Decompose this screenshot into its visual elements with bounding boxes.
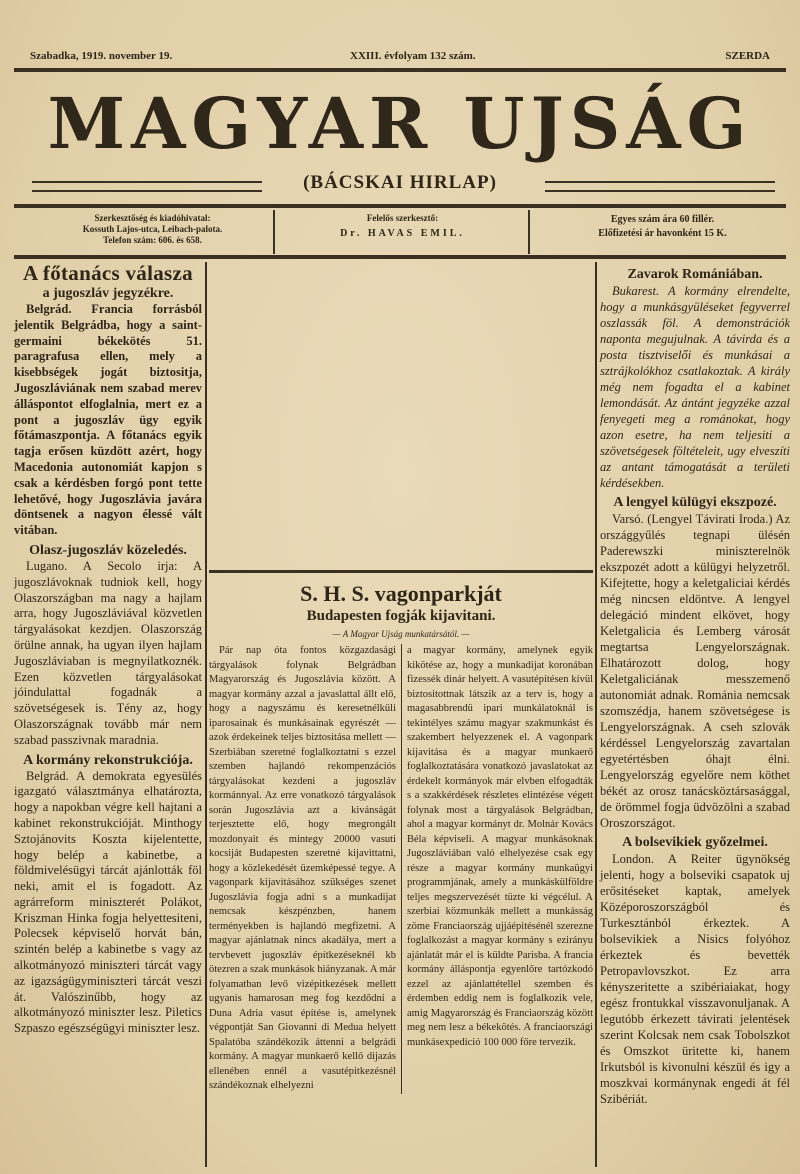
article-title: A bolsevikiek győzelmei.: [622, 835, 768, 850]
editor-info: [280, 213, 525, 239]
article-title: S. H. S. vagonparkját: [300, 581, 502, 606]
newspaper-subtitle: (BÁCSKAI HIRLAP): [303, 172, 497, 193]
ornament-rule: [545, 181, 775, 192]
article-title: A főtanács válasza: [23, 261, 193, 285]
left-column: [14, 262, 202, 1037]
article-body: Lugano. A Secolo irja: A jugoszlávoknak tudniok kell, hogy Olaszországban ma nagy a hajlam arra, hogy Jugoszláviával közvetlen tárgyalásokat kezdjen. Olaszország örülne annak, ha ugyan ilyen hajlam Jugoszláviaban is megnyilatkoznék. Ezen közvetlen tárgyalásokat jóindulattal fogadnák a szövetségesek is. Tény az, hogy Olaszországnak tovább már nem szabad passzivnak maradnia.: [14, 558, 202, 747]
price-info: [540, 213, 785, 241]
column-rule: [595, 262, 597, 1167]
subscription-price: Előfizetési ár havonként 15 K.: [598, 228, 727, 239]
dateline: [30, 50, 770, 66]
divider: [14, 255, 786, 259]
editor-label: Felelős szerkesztő:: [366, 213, 439, 223]
article-title: A kormány rekonstrukciója.: [23, 752, 193, 768]
article-body: Pár nap óta fontos közgazdasági tárgyalások folynak Belgrádban Magyarország és Jugoszlávia között. A magyar kormány azzal a javaslattal állt elő, hogy a nagyszámu és keresetnélküli iparosainak és munkásainak egyrészét — azok érdekeinek teljes biztositása mellett — Szerbiában szeretné foglalkoztatni s ezzel szemben hajlandó rekompenzációs tárgyalásokat kezdeni a jugoszláv kormánnyal. Az erre vonatkozó tárgyalások során Jugoszlávia azt a kivánságát terjesztette elő, hogy megrongált mozdonyait és mintegy 20000 vasuti kocsiját Budapesten szeretné kijavittatni, hogy a közlekedését üzemképessé tegye. A vagonpark kijavitásához szükséges szenet Jugoszlávia fogja adni s a munkadijat nemcsak készpénzben, hanem terményekben is hajlandó megfizetni. A magyar ajánlatnak nincs akadálya, mert a tervbevett jugoszláv építkezéseknél kb ötezren a szak munkások hiányzanak. A már folyamatban levő vizépitkezések mellett ugyanis hamarosan meg fog kezdődni a Duna Adria vasut építése is, amelynek végpontját San Giovanni di Medua helyett Spalatóba szándékozik áttenni a belgrádi kormány. A magyar munkaerő kellő dijazás ellenében ennél a vasutépitkezésnél szándékoznak elhelyezni: [209, 645, 396, 1091]
article-title: Olasz-jugoszláv közeledés.: [29, 542, 187, 558]
office-phone: Telefon szám: 606. és 658.: [103, 235, 202, 245]
newspaper-title: MAGYAR UJSÁG: [47, 82, 753, 165]
article-column: [401, 644, 593, 1094]
divider: [14, 68, 786, 72]
article-body: London. A Reiter ügynökség jelenti, hogy a bolseviki csapatok uj erősitéseket kaptak, amelyek Középoroszországból és Turkesztánból érkeztek. A bolsevikiek a Nisics folyóhoz érkeztek és bevették Petropavlovszkot. Ez arra kényszeritette a szibériaiakat, hogy egész frontukkal visszavonuljanak. A legutóbb érkezett távirati jelentések szerint Kolcsak nem csak Tobolszkot és Omszkot üritette ki, hanem Irkutsból is kivonulni készül és igy a moszkvai kormánynak engedi át fél Szibériát.: [600, 852, 790, 1106]
article-title: Zavarok Romániában.: [627, 267, 763, 282]
office-label: Szerkesztőség és kiadóhivatal:: [94, 213, 211, 223]
editor-name: Dr. HAVAS EMIL.: [340, 228, 465, 239]
divider: [528, 210, 530, 254]
article-body: Belgrád. A demokrata egyesülés igazgató választmánya elhatározta, hogy a napokban végre kell hajtani a kabinet rekonstrukcióját. Minthogy Sztojánovits Koszta kijelentette, hogy belép a kabinetbe, a földmivelésügyi tárcát ajánlották föl neki, amit el is fogadott. Az agrárreform miniszterét Polákot, Kriszman Hinka fogja helyettesiteni, Polecsek képviselő horvát bán, szintén belép a kabinetbe s vagy az alkotmányozó miniszteri tárcát vagy az igazságügyminiszteri tárcát veszi át. Valószinűbb, hogy az alkotmányozó miniszter lesz. Piletics Szpaszo egészségügyi miniszter lesz.: [14, 768, 202, 1036]
ornament-rule: [209, 570, 593, 573]
office-info: [40, 213, 265, 246]
article-columns: [209, 644, 593, 1094]
article-body: Bukarest. A kormány elrendelte, hogy a munkásgyüléseket fegyverrel oszlassák föl. A demonstrációk naponta megujulnak. A távirda és a posta tisztviselői és munkásai a sztrájkolókhoz csatlakoztak. A király még nem fogadta el a kabinet lemondását. Az ántánt jegyzéke azzal fenyegeti meg a románokat, hogy azon esetre, ha nem teljesiti a szövetségesek föltételeit, ugy elveszíti az antant támogatását a területi kérdésekben.: [600, 284, 790, 490]
byline: — A Magyar Ujság munkatársától. —: [332, 629, 470, 639]
article-subtitle: Budapesten fogják kijavitani.: [306, 608, 496, 624]
weekday: SZERDA: [725, 50, 770, 62]
issue-number: XXIII. évfolyam 132 szám.: [350, 50, 476, 62]
column-rule: [205, 262, 207, 1167]
article-body: a magyar kormány, amelynek egyik kikötése az, hogy a munkadijat koronában fizessék dinár helyett. A vasutépítésen kívül biztositottnak látszik az a terv is, hogy a magasabbrendü ipari munkálatoknál is tekintélyes számu magyar szakmunkást és szakembert helyezzenek el. A vagonpark kijavitása és a magyar munkaerő foglalkoztatására vonatkozó javaslatokat az érdekelt kormányok már elvben elfogadták s a szakkérdések részletes elintézése végett folynak most a tárgyalások Belgrádban, ahol a magyar kormányt dr. Molnár Kovács Béla képviseli. A magyar munkásoknak Jugoszláviában való elhelyezése csak egy része a magyar kormány munkaügyi programmjának, amely a munkáskülföldre teljes megszervezését tüzte ki végcélul. A szerbiai közmunkák mellett a munkásság zöme Franciaország ujjáépitésénél szerezne foglalkozást a magyar kormány s ezirányu ajánlatát már el is küldte Parisba. A francia kormány álláspontja egyenlőre tartózkodó ezzel az ajánlattétellel szemben és érdemben eddig nem is foglalkozik vele, amig Magyarország és Franciaország között meg nem lesz a békekötés. A franciaországi munkásexpedició 100 000 főre tervezik.: [407, 645, 593, 1048]
article-title: A lengyel külügyi ekszpozé.: [613, 495, 777, 510]
right-column: [600, 266, 790, 1107]
office-address: Kossuth Lajos-utca, Leibach-palota.: [82, 224, 223, 234]
article-body: Belgrád. Francia forrásból jelentik Belgrádba, hogy a saint-germaini békekötés 51. paragrafusa ellen, mely a kisebbségek jogát biztositja, Jugoszláviának nem szabad merev álláspontot elfoglalnia, mert ez a pont a jugoszláv ügy egyik főtámaszpontja. A főtanács egyik tagja erősen küzdött azért, hogy Macedonia autonomiát kapjon s csak a kérdésben forgó pont tette lehetővé, hogy Jugoszlávia javára döntsenek a nagyon élessé vált vitában.: [14, 302, 202, 538]
article-column: [209, 644, 401, 1094]
article-subtitle: a jugoszláv jegyzékre.: [42, 286, 174, 301]
feature-article: [209, 570, 593, 1094]
divider: [14, 204, 786, 208]
divider: [273, 210, 275, 254]
article-body: Varsó. (Lengyel Távirati Iroda.) Az országgyűlés tegnapi ülésén Paderewszki miniszterelnök ekszpozét adott a külügyi helyzetről. Kifejtette, hogy a keletgaliciai kérdés még nincsen eldöntve. A lengyel delegáció mindent elkövet, hogy Keletgalicia és Lemberg városát megtartsa Lengyelországnak. Elhatározott dolog, hogy Keletgaliciának messzemenő autonomiát adnak. Románia nemcsak szomszédja, hanem szövetségese is Lengyelországnak. A cseh szlovák kérdéssel Lengyelország zavartalan egyetértésben óhajt élni. Lengyelország egyelőre nem köthet békét az orosz tanácsköztársasággal, de örömmel fogja üdvözölni a szabad Oroszországot.: [600, 512, 790, 830]
issue-date: Szabadka, 1919. november 19.: [30, 50, 173, 62]
single-price: Egyes szám ára 60 fillér.: [610, 214, 715, 225]
